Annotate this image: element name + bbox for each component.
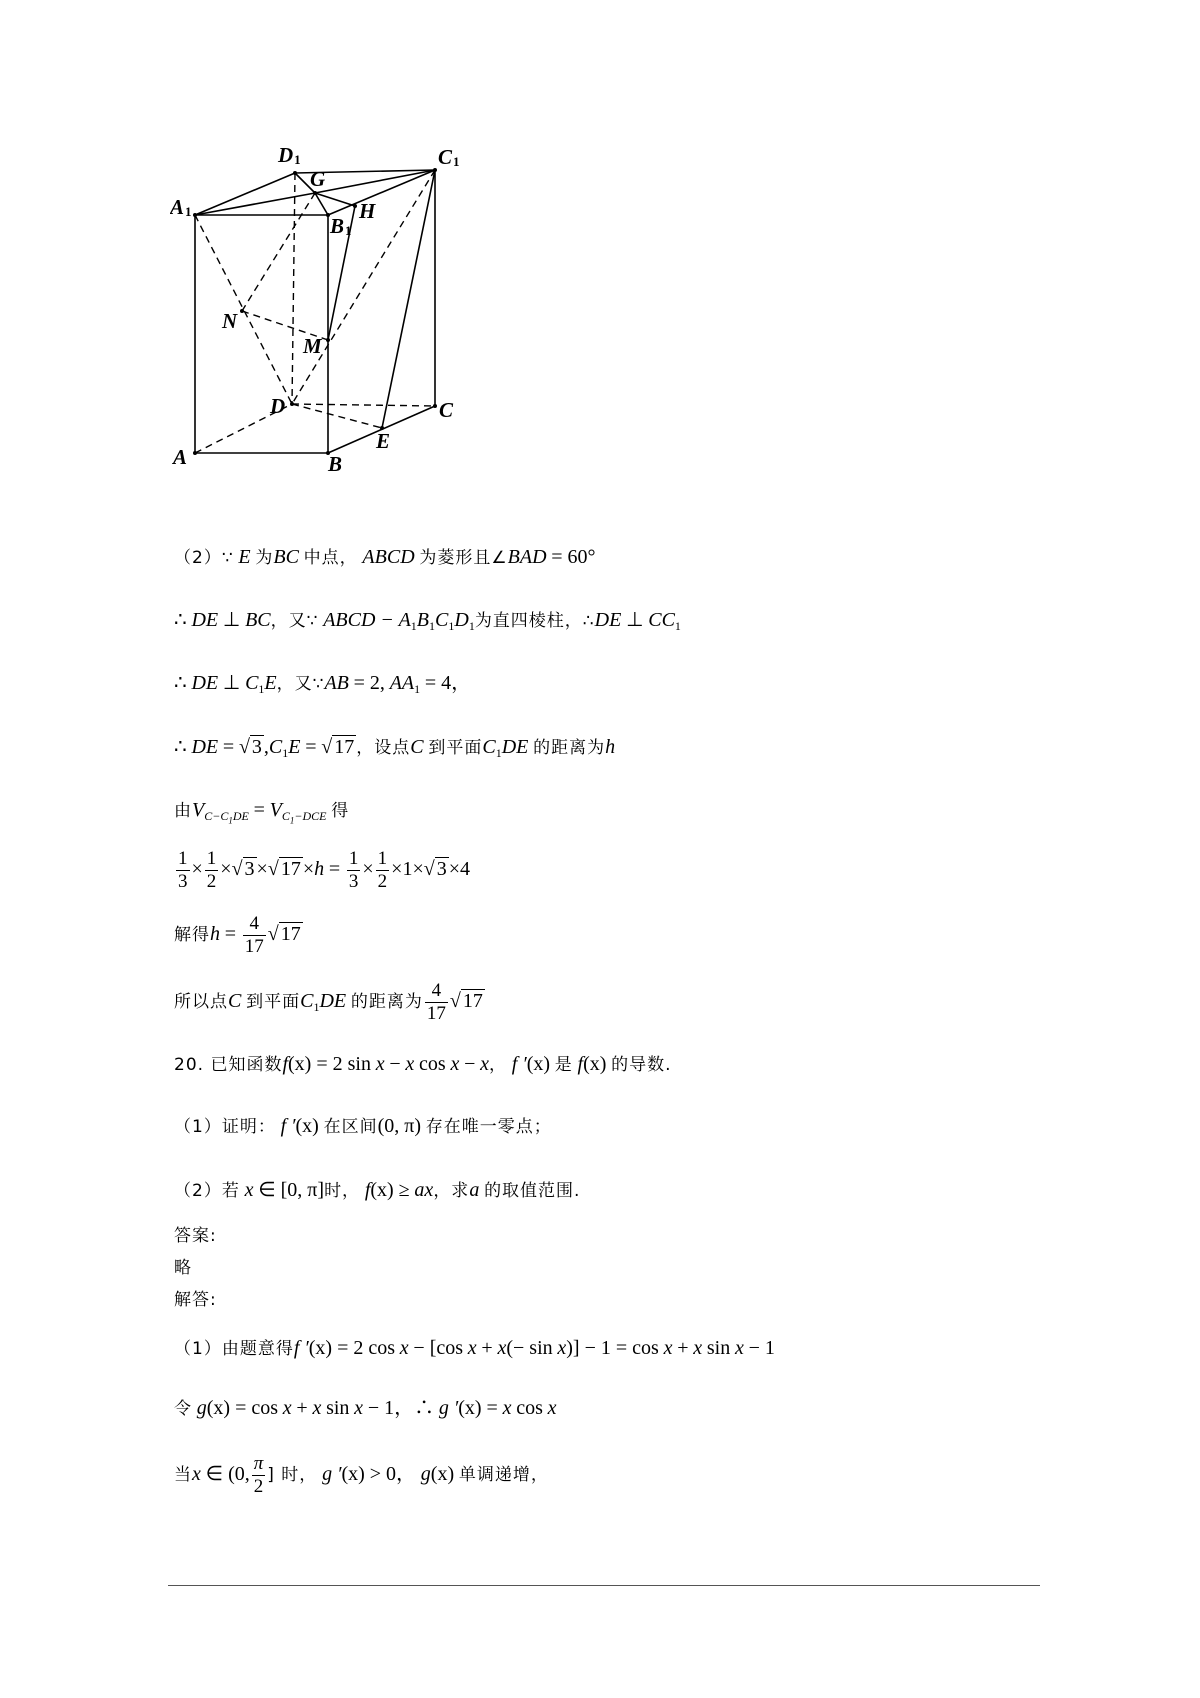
question-20-part-2: （2）若 x ∈ [0, π]时， f(x) ≥ ax，求a 的取值范围. (174, 1179, 581, 1201)
seg-c1-e (382, 170, 435, 428)
proof-line-2: ∴ DE ⊥ BC，又∵ ABCD − $A_1B_1C_1D_1$为直四棱柱，∴DE ⊥ $CC_1$ (174, 609, 681, 633)
prism-figure (170, 148, 510, 518)
label-m: M (303, 334, 322, 358)
solution-label: 解答: (174, 1290, 217, 1310)
prism-diagram (170, 148, 510, 518)
label-e: E (376, 429, 391, 453)
answer-label: 答案: (174, 1226, 217, 1246)
solution-line-1: （1）由题意得f ′(x) = 2 cos x − [cos x + x(− sin x)] − 1 = cos x + x sin x − 1 (174, 1337, 775, 1359)
question-20-stem: 20. 已知函数f(x) = 2 sin x − x cos x − x， f ′(x) 是 f(x) 的导数. (174, 1053, 672, 1075)
sqrt-3: √ 3 (238, 736, 262, 758)
edge-d1-d (292, 173, 295, 404)
seg-g-n (242, 193, 315, 311)
label-c: C (439, 398, 454, 422)
seg-d-e (292, 404, 382, 428)
seg-g-c1 (315, 170, 435, 193)
solution-line-3: 当x ∈ (0, $\frac{\pi}{2}$ ] 时， g ′(x) > 0， g(x) 单调递增， (174, 1453, 549, 1497)
proof-line-1: （2）∵ E 为BC 中点， ABCD 为菱形且∠BAD = 60° (174, 546, 596, 568)
label-c1: C1 (438, 148, 460, 169)
footer-rule (168, 1585, 1040, 1586)
label-n: N (222, 309, 238, 333)
label-a: A (173, 445, 188, 469)
seg-a1-g (195, 193, 315, 215)
edge-d-c (292, 404, 435, 406)
answer-text: 略 (174, 1258, 192, 1278)
edge-b1-c1 (328, 170, 435, 215)
label-b1: B1 (330, 214, 352, 238)
question-20-part-1: （1）证明： f ′(x) 在区间(0, π) 存在唯一零点； (174, 1115, 552, 1137)
label-g: G (310, 167, 326, 191)
proof-line-3: ∴ DE ⊥ $C_1E$，又∵AB = 2, $AA_1 = 4$， (174, 672, 472, 696)
proof-line-8: 所以点C 到平面$C_1DE$ 的距离为 $\frac{4}{17}$ √ 17 (174, 980, 483, 1024)
proof-line-5: 由$V_{C-C_1DE} = V_{C_1-DCE}$ 得 (174, 799, 350, 826)
label-h: H (359, 199, 376, 223)
label-a1: A1 (170, 195, 192, 219)
label-b: B (328, 452, 343, 476)
solution-line-2: 令 g(x) = cos x + x sin x − 1，∴ g ′(x) = x cos x (174, 1397, 557, 1419)
label-d: D (270, 394, 286, 418)
sqrt-17: √ 17 (321, 736, 355, 758)
proof-line-6: $\frac{1}{3}$ × $\frac{1}{2}$ ×√ 3 ×√ 17 ×h = $\frac{1}{3}$ × $\frac{1}{2}$ ×1×√ 3 ×4 (178, 848, 470, 892)
label-d1: D1 (278, 148, 301, 167)
edge-a1-d1 (195, 173, 295, 215)
proof-line-7: 解得h = $\frac{4}{17}$ √ 17 (174, 913, 301, 957)
proof-line-4: ∴ DE = √ 3 $,C_1E$ = √ 17 ，设点C 到平面$C_1DE$ 的距离为h (174, 736, 616, 760)
